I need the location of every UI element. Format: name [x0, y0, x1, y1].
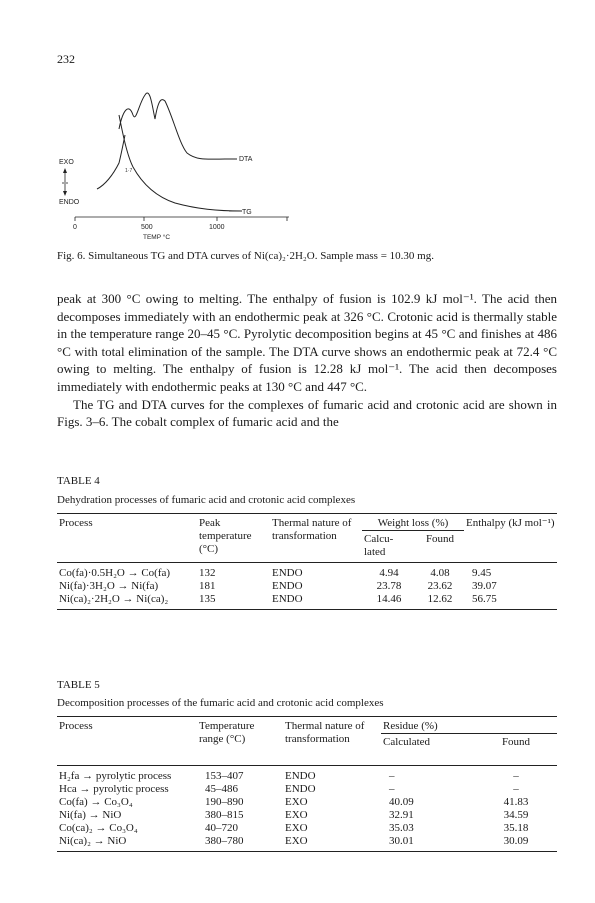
table5-header-row-1 — [57, 717, 557, 734]
cell-calc: 30.01 — [389, 835, 414, 847]
cell-process: Ni(ca)₂·2H₂O → Ni(ca)₂ — [59, 593, 169, 605]
table-row — [57, 822, 557, 835]
cell-thermal: EXO — [285, 822, 308, 834]
table4-caption: Dehydration processes of fumaric acid and crotonic acid complexes — [57, 494, 356, 506]
cell-range: 153–407 — [205, 770, 244, 782]
table-row — [57, 783, 557, 796]
table-row — [57, 766, 557, 784]
cell-found: 34.59 — [503, 809, 529, 821]
exo-arrow-head — [63, 168, 67, 173]
paragraph-1: peak at 300 °C owing to melting. The enthalpy of fusion is 102.9 kJ mol⁻¹. The acid then decomposes immediately with an endothermic peak at 326 °C. Crotonic acid is thermally stable in the temperature range 20–45 °C. Pyrolytic decomposition begins at 45 °C and finishes at 486 °C with total elimination of the sample. The DTA curve shows an endothermic peak at 72.4 °C owing to melting. The enthalpy of fusion is 12.28 kJ mol⁻¹. The acid then decomposes immediately with endothermic peaks at 130 °C and 447 °C. — [57, 291, 557, 394]
thermogram-figure — [57, 75, 337, 247]
table4-header-enthalpy: Enthalpy (kJ mol⁻¹) — [466, 517, 555, 529]
table4 — [57, 513, 557, 610]
cell-process: Ni(fa) → NiO — [59, 809, 122, 821]
cell-calc: 23.78 — [376, 580, 402, 592]
table4-header-found: Found — [416, 531, 464, 563]
dta-label: DTA — [239, 156, 253, 163]
cell-thermal: ENDO — [272, 593, 303, 605]
table5-label: TABLE 5 — [57, 679, 100, 691]
cell-calc: 4.94 — [379, 567, 399, 579]
table5-header-residue: Residue (%) — [383, 720, 438, 732]
cell-peak: 181 — [199, 580, 216, 592]
table-row — [57, 835, 557, 852]
cell-range: 380–815 — [205, 809, 244, 821]
table4-header-weight-loss: Weight loss (%) — [377, 517, 449, 529]
cell-process: H₂fa → pyrolytic process — [59, 770, 172, 782]
table5 — [57, 716, 557, 852]
table4-header-peak: Peak temperature (°C) — [199, 517, 252, 555]
cell-range: 380–780 — [205, 835, 244, 847]
cell-thermal: ENDO — [272, 580, 303, 592]
cell-found: – — [513, 783, 519, 795]
table4-header-calculated: Calcu- lated — [362, 531, 416, 563]
body-text — [57, 290, 557, 431]
cell-found: 30.09 — [503, 835, 529, 847]
x-axis-label: TEMP °C — [143, 234, 171, 241]
table5-caption: Decomposition processes of the fumaric acid and crotonic acid complexes — [57, 697, 384, 709]
cell-range: 40–720 — [205, 822, 238, 834]
cell-calc: 32.91 — [389, 809, 414, 821]
cell-range: 45–486 — [205, 783, 238, 795]
cell-thermal: ENDO — [272, 567, 303, 579]
cell-found: 4.08 — [430, 567, 450, 579]
x-tick-0: 0 — [73, 224, 77, 231]
cell-found: – — [513, 770, 519, 782]
cell-calc: 35.03 — [389, 822, 414, 834]
table4-header-process: Process — [59, 517, 93, 529]
table5-header-found: Found — [475, 734, 557, 766]
cell-found: 35.18 — [503, 822, 529, 834]
x-tick-1000: 1000 — [209, 224, 225, 231]
table4-label: TABLE 4 — [57, 475, 100, 487]
table4-header-row-1 — [57, 514, 557, 531]
endo-arrow-head — [63, 191, 67, 196]
endo-label: ENDO — [59, 199, 80, 206]
table-row — [57, 809, 557, 822]
cell-peak: 132 — [199, 567, 216, 579]
cell-calc: – — [389, 770, 395, 782]
table5-header-thermal: Thermal nature of transformation — [285, 720, 365, 745]
cell-process: Ni(ca)₂ → NiO — [59, 835, 127, 847]
table5-header-process: Process — [59, 720, 93, 732]
cell-thermal: ENDO — [285, 783, 316, 795]
table5-header-range: Temperature range (°C) — [199, 720, 255, 745]
tg-curve — [119, 115, 242, 211]
cell-found: 23.62 — [427, 580, 453, 592]
figure-caption: Fig. 6. Simultaneous TG and DTA curves of Ni(ca)₂·2H₂O. Sample mass = 10.30 mg. — [57, 250, 434, 262]
cell-process: Ni(fa)·3H₂O → Ni(fa) — [59, 580, 159, 592]
cell-enthalpy: 39.07 — [472, 580, 497, 592]
x-tick-500: 500 — [141, 224, 153, 231]
cell-found: 12.62 — [427, 593, 453, 605]
cell-enthalpy: 56.75 — [472, 593, 497, 605]
table-row — [57, 580, 557, 593]
dta-curve — [119, 93, 237, 159]
cell-thermal: EXO — [285, 809, 308, 821]
paragraph-2: The TG and DTA curves for the complexes of fumaric acid and crotonic acid are shown in Figs. 3–6. The cobalt complex of fumaric acid and the — [57, 396, 557, 430]
cell-thermal: EXO — [285, 835, 308, 847]
cell-calc: 40.09 — [389, 796, 414, 808]
cell-enthalpy: 9.45 — [472, 567, 492, 579]
cell-process: Co(ca)₂ → Co₃O₄ — [59, 822, 138, 834]
table-row — [57, 796, 557, 809]
inner-mark: 1·7 — [125, 168, 133, 174]
cell-process: Co(fa) → Co₃O₄ — [59, 796, 133, 808]
cell-process: Hca → pyrolytic process — [59, 783, 169, 795]
tg-label: TG — [242, 209, 252, 216]
cell-thermal: ENDO — [285, 770, 316, 782]
table-row — [57, 593, 557, 610]
cell-process: Co(fa)·0.5H₂O → Co(fa) — [59, 567, 171, 579]
table4-header-thermal: Thermal nature of transformation — [272, 517, 352, 542]
cell-calc: 14.46 — [376, 593, 402, 605]
page-number: 232 — [57, 52, 75, 66]
cell-thermal: EXO — [285, 796, 308, 808]
table-row — [57, 563, 557, 581]
table5-header-calculated: Calculated — [381, 734, 475, 766]
dta-lower-branch — [97, 135, 125, 189]
cell-range: 190–890 — [205, 796, 244, 808]
cell-calc: – — [389, 783, 395, 795]
cell-peak: 135 — [199, 593, 216, 605]
cell-found: 41.83 — [503, 796, 529, 808]
exo-label: EXO — [59, 159, 74, 166]
